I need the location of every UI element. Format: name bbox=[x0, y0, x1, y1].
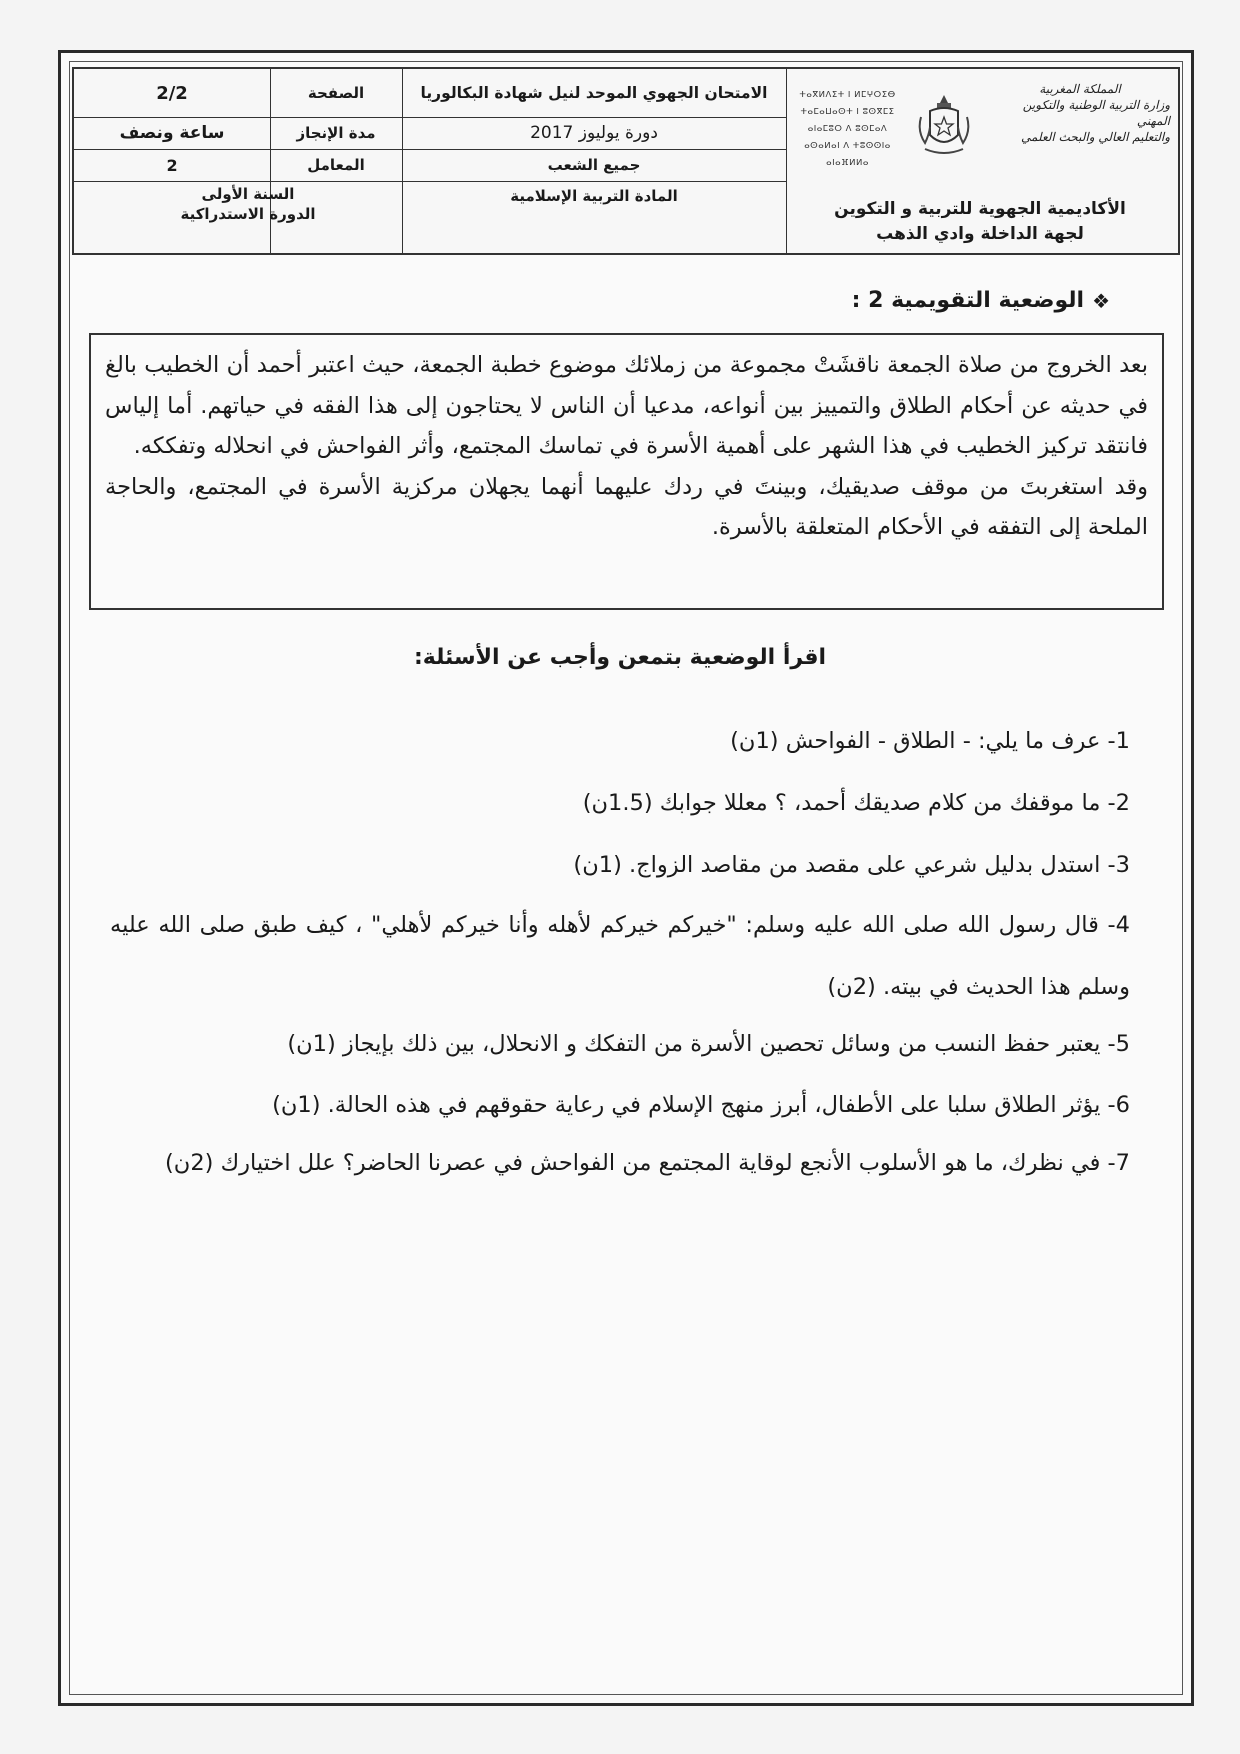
ministry-name bbox=[990, 81, 1170, 145]
tifinagh-line: ⵜⴰⵎⴰⵡⴰⵙⵜ ⵏ ⵓⵙⴳⵎⵉ ⴰⵏⴰⵎⵓⵔ ⴷ ⵓⵙⵎⴰⴷ bbox=[800, 107, 895, 134]
kingdom-emblem-icon bbox=[915, 91, 973, 161]
instruction: اقرأ الوضعية بتمعن وأجب عن الأسئلة: bbox=[413, 645, 827, 670]
exam-header bbox=[72, 67, 1180, 255]
ministry-line: وزارة التربية الوطنية والتكوين المهني bbox=[1022, 98, 1170, 128]
question: 4- قال رسول الله صلى الله عليه وسلم: "خيركم خيركم لأهله وأنا خيركم لأهلي" ، كيف طبق صلى الله عليه وسلم هذا الحديث في بيته. (2ن) bbox=[110, 912, 1130, 1000]
ministry-line: والتعليم العالي والبحث العلمي bbox=[1021, 130, 1170, 144]
scenario-paragraph: وقد استغربتَ من موقف صديقيك، وبينتَ في ردك عليهما أنهما يجهلان مركزية الأسرة في المجتمع، والحاجة الملحة إلى التفقه في الأحكام المتعلقة بالأسرة. bbox=[105, 473, 1148, 540]
scenario-box bbox=[89, 333, 1164, 610]
question: 3- استدل بدليل شرعي على مقصد من مقاصد الزواج. (1ن) bbox=[573, 852, 1130, 878]
academy-region: لجهة الداخلة وادي الذهب bbox=[876, 224, 1084, 244]
duration-value: ساعة ونصف bbox=[119, 123, 225, 143]
section-title-text: الوضعية التقويمية 2 : bbox=[851, 288, 1085, 313]
page-label: الصفحة bbox=[307, 84, 365, 102]
coef-label: المعامل bbox=[307, 156, 365, 174]
level-session: الدورة الاستدراكية bbox=[180, 205, 316, 223]
question: 1- عرف ما يلي: - الطلاق - الفواحش (1ن) bbox=[730, 728, 1130, 754]
question: 5- يعتبر حفظ النسب من وسائل تحصين الأسرة من التفكك و الانحلال، بين ذلك بإيجاز (1ن) bbox=[287, 1031, 1130, 1057]
question: 2- ما موقفك من كلام صديقك أحمد، ؟ معللا جوابك (1.5ن) bbox=[582, 790, 1130, 816]
question: 6- يؤثر الطلاق سلبا على الأطفال، أبرز منهج الإسلام في رعاية حقوقهم في هذه الحالة. (1ن) bbox=[272, 1092, 1130, 1118]
page-value: 2/2 bbox=[156, 82, 188, 104]
tifinagh-line: ⴰⵙⴰⵍⴰⵏ ⴷ ⵜⵓⵙⵙⵏⴰ ⴰⵏⴰⴼⵍⵍⴰ bbox=[804, 141, 891, 168]
level-info bbox=[74, 181, 402, 227]
streams: جميع الشعب bbox=[547, 156, 641, 174]
section-title bbox=[852, 288, 1110, 313]
academy-line: الأكاديمية الجهوية للتربية و التكوين bbox=[834, 199, 1126, 219]
diamond-bullet-icon: ❖ bbox=[1092, 288, 1110, 313]
scenario-paragraph: بعد الخروج من صلاة الجمعة ناقشَتْ مجموعة من زملائك موضوع خطبة الجمعة، حيث اعتبر أحمد أن الخطيب بالغ في حديثه عن أحكام الطلاق والتمييز بين أنواعه، مدعيا أن الناس لا يحتاجون إلى هذا الفقه في حياتهم. أما إلياس فانتقد تركيز الخطيب في هذا الشهر على أهمية الأسرة في تماسك المجتمع، وأثر الفواحش في انحلاله وتفككه. bbox=[105, 352, 1148, 459]
tifinagh-line: ⵜⴰⴳⵍⴷⵉⵜ ⵏ ⵍⵎⵖⵔⵉⴱ bbox=[799, 90, 896, 100]
level-year: السنة الأولى bbox=[201, 185, 295, 203]
subject: المادة التربية الإسلامية bbox=[510, 187, 678, 205]
coef-value: 2 bbox=[166, 155, 178, 175]
duration-label: مدة الإنجاز bbox=[296, 124, 376, 142]
exam-title: الامتحان الجهوي الموحد لنيل شهادة البكالوريا bbox=[420, 84, 768, 102]
tifinagh-ministry-name bbox=[785, 87, 910, 172]
academy-name bbox=[800, 197, 1160, 247]
session: دورة يوليوز 2017 bbox=[530, 123, 658, 143]
question: 7- في نظرك، ما هو الأسلوب الأنجع لوقاية المجتمع من الفواحش في عصرنا الحاضر؟ علل اختيارك (2ن) bbox=[165, 1150, 1130, 1176]
ministry-line: المملكة المغربية bbox=[1039, 82, 1121, 96]
